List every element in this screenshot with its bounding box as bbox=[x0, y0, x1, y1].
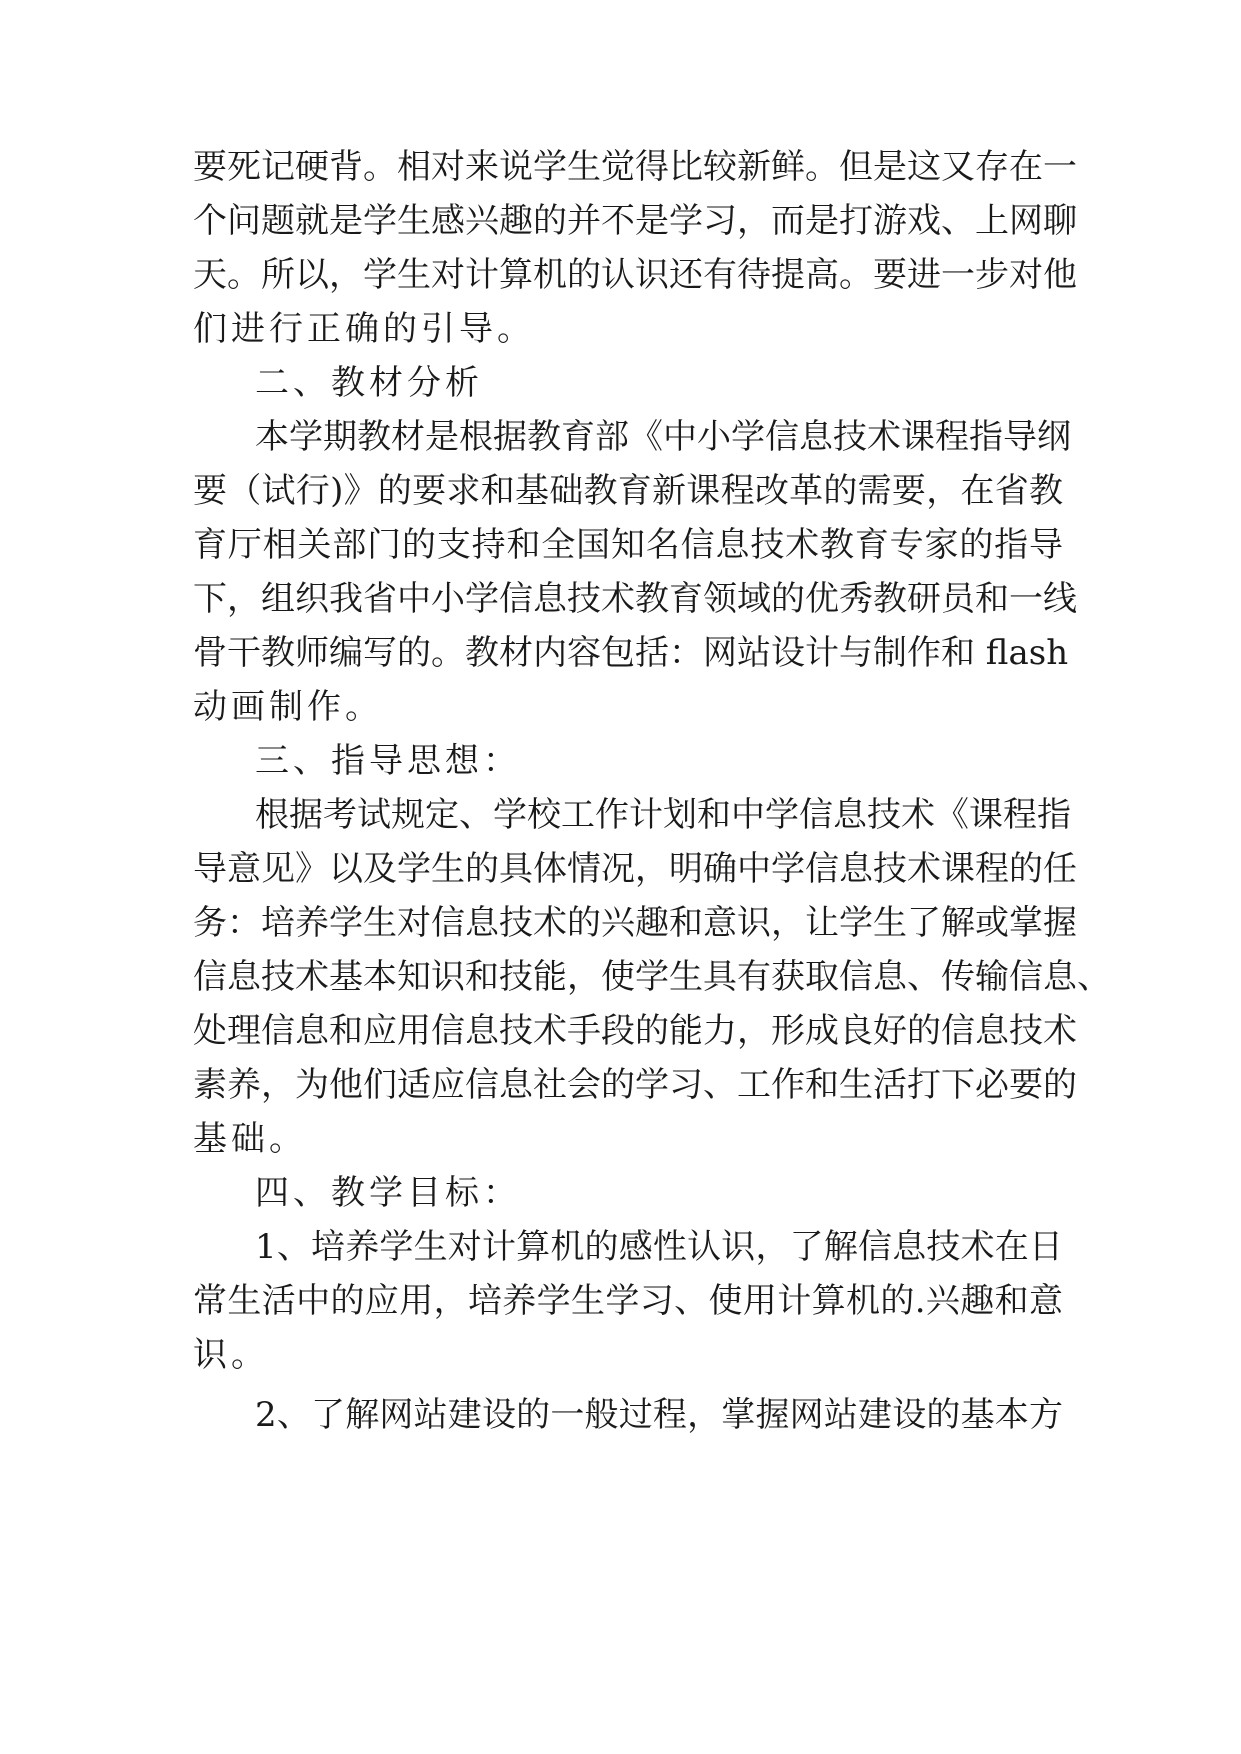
section-heading: 四、教学目标： bbox=[255, 1173, 521, 1213]
section-heading: 二、教材分析 bbox=[255, 363, 483, 403]
paragraph-line: 要（试行)》的要求和基础教育新课程改革的需要，在省教 bbox=[193, 471, 1063, 511]
section-heading: 三、指导思想： bbox=[255, 741, 521, 781]
paragraph-line: 基础。 bbox=[193, 1119, 307, 1159]
paragraph-line: 骨干教师编写的。教材内容包括：网站设计与制作和 flash bbox=[193, 633, 1069, 673]
paragraph-line: 识。 bbox=[193, 1335, 269, 1375]
paragraph-line: 导意见》以及学生的具体情况，明确中学信息技术课程的任 bbox=[193, 849, 1077, 889]
paragraph-line: 处理信息和应用信息技术手段的能力，形成良好的信息技术 bbox=[193, 1011, 1077, 1051]
paragraph-line: 要死记硬背。相对来说学生觉得比较新鲜。但是这又存在一 bbox=[193, 147, 1077, 187]
paragraph-line: 素养，为他们适应信息社会的学习、工作和生活打下必要的 bbox=[193, 1065, 1077, 1105]
paragraph-line: 常生活中的应用，培养学生学习、使用计算机的.兴趣和意 bbox=[193, 1281, 1063, 1321]
paragraph-line: 根据考试规定、学校工作计划和中学信息技术《课程指 bbox=[255, 795, 1071, 835]
paragraph-line: 1、培养学生对计算机的感性认识，了解信息技术在日 bbox=[255, 1227, 1063, 1267]
paragraph-line: 天。所以，学生对计算机的认识还有待提高。要进一步对他 bbox=[193, 255, 1077, 295]
paragraph-line: 下，组织我省中小学信息技术教育领域的优秀教研员和一线 bbox=[193, 579, 1077, 619]
paragraph-line: 育厅相关部门的支持和全国知名信息技术教育专家的指导 bbox=[193, 525, 1063, 565]
paragraph-line: 们进行正确的引导。 bbox=[193, 309, 535, 349]
paragraph-line: 个问题就是学生感兴趣的并不是学习，而是打游戏、上网聊 bbox=[193, 201, 1077, 241]
paragraph-line: 2、了解网站建设的一般过程，掌握网站建设的基本方 bbox=[255, 1395, 1063, 1435]
paragraph-line: 务：培养学生对信息技术的兴趣和意识，让学生了解或掌握 bbox=[193, 903, 1077, 943]
paragraph-line: 动画制作。 bbox=[193, 687, 383, 727]
paragraph-line: 本学期教材是根据教育部《中小学信息技术课程指导纲 bbox=[255, 417, 1071, 457]
paragraph-line: 信息技术基本知识和技能，使学生具有获取信息、传输信息、 bbox=[193, 957, 1111, 997]
